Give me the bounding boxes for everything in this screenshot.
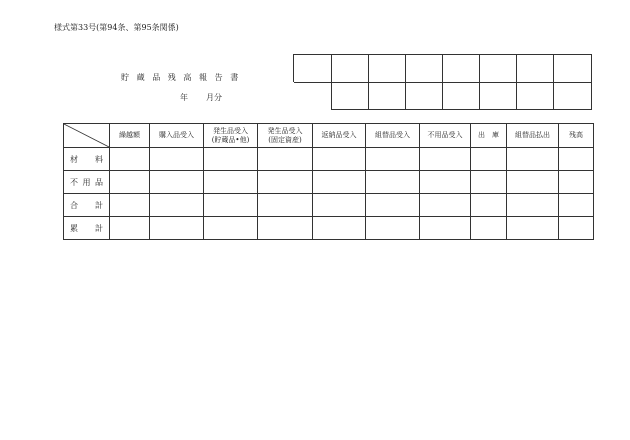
row-label: 累計 [64, 217, 110, 240]
stamp-box[interactable] [479, 55, 517, 83]
input-cell[interactable] [204, 148, 258, 171]
input-cell[interactable] [150, 171, 204, 194]
column-header: 繰越額 [110, 124, 150, 148]
column-header: 組替品払出 [507, 124, 559, 148]
input-cell[interactable] [150, 194, 204, 217]
input-cell[interactable] [471, 171, 507, 194]
approval-stamp-grid [293, 54, 592, 110]
input-cell[interactable] [110, 171, 150, 194]
input-cell[interactable] [204, 194, 258, 217]
input-cell[interactable] [507, 148, 559, 171]
stamp-box[interactable] [516, 55, 554, 83]
input-cell[interactable] [420, 194, 471, 217]
row-label: 不用品 [64, 171, 110, 194]
column-header: 発生品受入 (固定資産) [258, 124, 313, 148]
input-cell[interactable] [110, 148, 150, 171]
input-cell[interactable] [366, 171, 420, 194]
input-cell[interactable] [313, 194, 366, 217]
diagonal-line [64, 124, 109, 147]
stamp-box[interactable] [405, 55, 443, 83]
row-label: 合計 [64, 194, 110, 217]
input-cell[interactable] [110, 217, 150, 240]
input-cell[interactable] [258, 148, 313, 171]
row-label: 材料 [64, 148, 110, 171]
stamp-box[interactable] [553, 82, 592, 110]
stamp-box[interactable] [331, 55, 369, 83]
input-cell[interactable] [204, 217, 258, 240]
table-row [64, 171, 594, 194]
stamp-box[interactable] [294, 55, 332, 83]
column-header: 不用品受入 [420, 124, 471, 148]
input-cell[interactable] [110, 194, 150, 217]
input-cell[interactable] [559, 217, 594, 240]
input-cell[interactable] [150, 217, 204, 240]
input-cell[interactable] [258, 171, 313, 194]
column-header: 出 庫 [471, 124, 507, 148]
input-cell[interactable] [366, 194, 420, 217]
stamp-box[interactable] [516, 82, 554, 110]
input-cell[interactable] [507, 194, 559, 217]
input-cell[interactable] [258, 217, 313, 240]
report-title: 貯蔵品残高報告書 [121, 73, 246, 82]
form-number: 様式第33号(第94条、第95条関係) [54, 23, 179, 32]
input-cell[interactable] [420, 148, 471, 171]
input-cell[interactable] [366, 148, 420, 171]
column-header: 返納品受入 [313, 124, 366, 148]
stamp-box[interactable] [442, 55, 480, 83]
input-cell[interactable] [471, 148, 507, 171]
stamp-box[interactable] [331, 82, 369, 110]
table-row [64, 194, 594, 217]
input-cell[interactable] [559, 171, 594, 194]
stamp-box[interactable] [553, 55, 592, 83]
input-cell[interactable] [313, 148, 366, 171]
input-cell[interactable] [313, 171, 366, 194]
input-cell[interactable] [204, 171, 258, 194]
stamp-box[interactable] [405, 82, 443, 110]
input-cell[interactable] [559, 194, 594, 217]
column-header: 購入品受入 [150, 124, 204, 148]
month-label: 月分 [206, 93, 222, 102]
input-cell[interactable] [313, 217, 366, 240]
year-month-line [180, 92, 222, 103]
inventory-balance-table [63, 123, 594, 240]
input-cell[interactable] [471, 217, 507, 240]
stamp-box[interactable] [368, 55, 406, 83]
corner-diagonal-cell [64, 124, 110, 148]
input-cell[interactable] [420, 171, 471, 194]
input-cell[interactable] [150, 148, 204, 171]
input-cell[interactable] [559, 148, 594, 171]
year-label: 年 [180, 93, 188, 102]
input-cell[interactable] [507, 217, 559, 240]
input-cell[interactable] [471, 194, 507, 217]
column-header: 組替品受入 [366, 124, 420, 148]
column-header: 発生品受入 (貯蔵品•他) [204, 124, 258, 148]
table-row [64, 148, 594, 171]
stamp-box[interactable] [442, 82, 480, 110]
stamp-box[interactable] [479, 82, 517, 110]
input-cell[interactable] [366, 217, 420, 240]
input-cell[interactable] [258, 194, 313, 217]
table-header-row [64, 124, 594, 148]
table-row [64, 217, 594, 240]
input-cell[interactable] [420, 217, 471, 240]
stamp-box[interactable] [368, 82, 406, 110]
column-header: 残高 [559, 124, 594, 148]
input-cell[interactable] [507, 171, 559, 194]
